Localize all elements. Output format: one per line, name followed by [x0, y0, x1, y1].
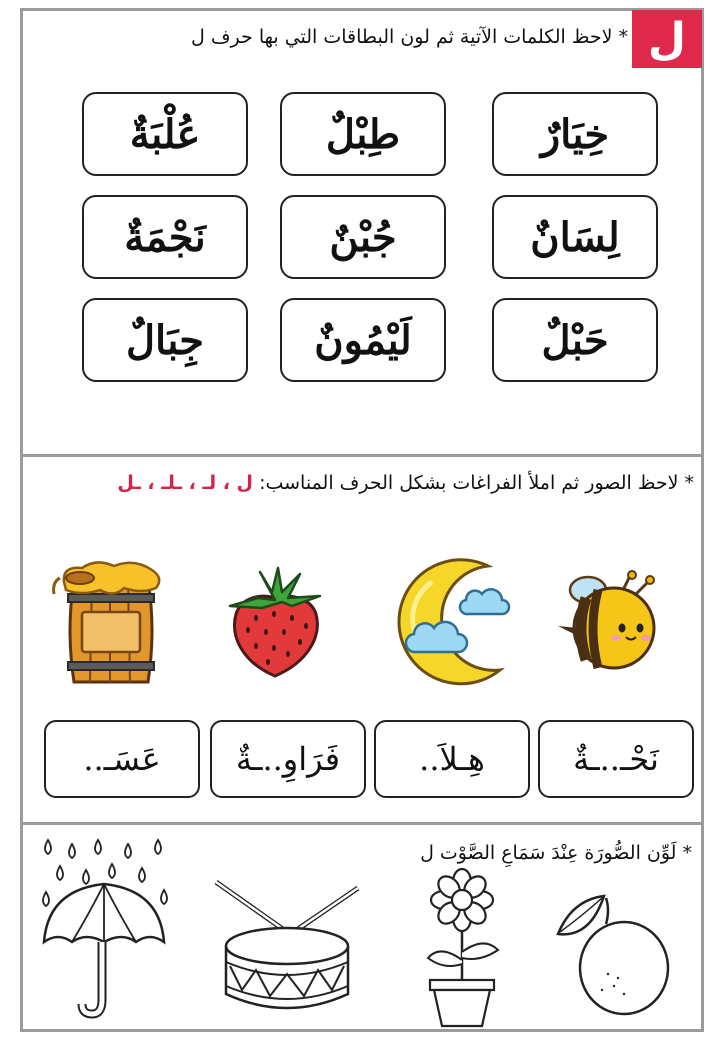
word-card[interactable]: عُلْبَةٌ	[82, 92, 248, 176]
letter-forms: ل ، لـ ، ـلـ ، ـل	[117, 472, 254, 494]
word-card[interactable]: جُبْنٌ	[280, 195, 446, 279]
word-card[interactable]: طِبْلٌ	[280, 92, 446, 176]
section1-instruction: * لاحظ الكلمات الآتية ثم لون البطاقات التي بها حرف ل	[191, 26, 628, 48]
section-divider-2	[20, 822, 704, 825]
section2-instruction	[117, 472, 694, 494]
strawberry-icon	[222, 566, 328, 680]
fill-blank-box[interactable]: فَرَاوِ..ـةٌ	[210, 720, 366, 798]
flower-pot-icon[interactable]	[414, 868, 510, 1028]
umbrella-rain-icon[interactable]	[38, 838, 172, 1018]
drum-icon[interactable]	[212, 878, 362, 1018]
word-card[interactable]: خِيَارٌ	[492, 92, 658, 176]
word-card[interactable]: لِسَانٌ	[492, 195, 658, 279]
word-card[interactable]: لَيْمُونٌ	[280, 298, 446, 382]
bee-icon	[552, 570, 668, 670]
fill-blank-box[interactable]: نَحْـ..ـةٌ	[538, 720, 694, 798]
letter-badge: ل	[632, 10, 702, 68]
fill-blank-box[interactable]: هِـلاَ..	[374, 720, 530, 798]
section2-instruction-text: * لاحظ الصور ثم املأ الفراغات بشكل الحرف المناسب:	[259, 472, 694, 494]
word-card[interactable]: حَبْلٌ	[492, 298, 658, 382]
section-divider-1	[20, 454, 704, 457]
honey-barrel-icon	[52, 554, 168, 690]
word-card[interactable]: نَجْمَةٌ	[82, 195, 248, 279]
lemon-icon[interactable]	[552, 886, 678, 1018]
section3-instruction: * لَوِّن الصُّورَة عِنْدَ سَمَاعِ الصَّوْت ل	[420, 842, 692, 864]
crescent-moon-icon	[384, 548, 520, 688]
word-card[interactable]: جِبَالٌ	[82, 298, 248, 382]
fill-blank-box[interactable]: عَسَـ..	[44, 720, 200, 798]
